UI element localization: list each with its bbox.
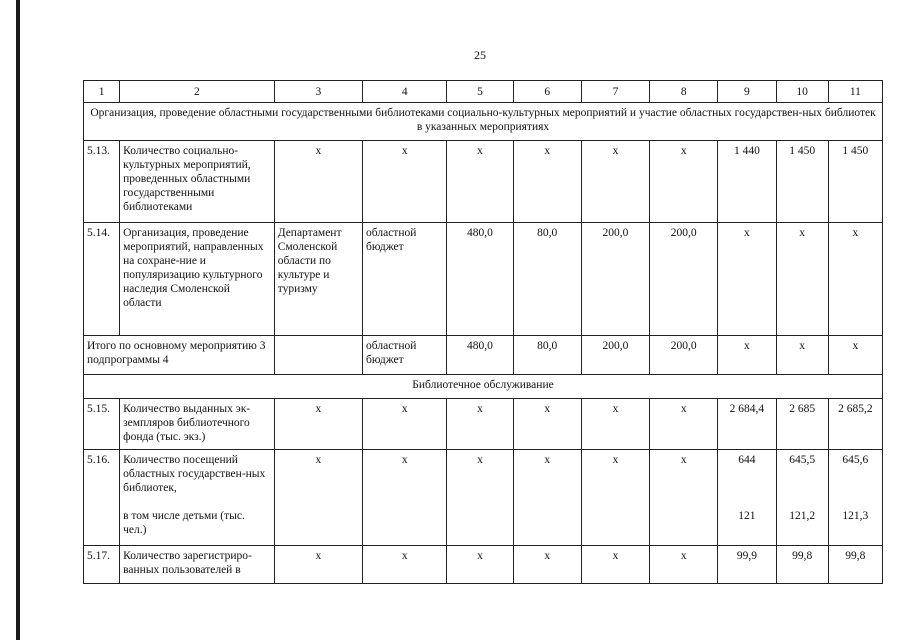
cell-col3: x [274, 141, 362, 223]
cell-col3: Департамент Смоленской области по культуре и туризму [274, 223, 362, 336]
cell-col8: x [650, 141, 718, 223]
row-number: 5.16. [84, 450, 120, 546]
header-cell: 4 [363, 81, 447, 103]
header-cell: 3 [274, 81, 362, 103]
header-cell: 1 [84, 81, 120, 103]
cell-col9: 99,9 [718, 546, 776, 584]
cell-col4: областной бюджет [363, 223, 447, 336]
cell-col11: 1 450 [828, 141, 882, 223]
table-row [84, 546, 883, 584]
cell-col5: 480,0 [447, 223, 513, 336]
value-total: 645,5 [789, 454, 816, 466]
section-row [84, 103, 883, 141]
table-row [84, 450, 883, 546]
cell-col9: 1 440 [718, 141, 776, 223]
header-cell: 9 [718, 81, 776, 103]
cell-col8: 200,0 [650, 223, 718, 336]
row-spacer [123, 495, 271, 509]
value-children: 121,3 [842, 510, 869, 522]
header-row [84, 81, 883, 103]
cell-col5: x [447, 450, 513, 546]
cell-col10: 99,8 [776, 546, 828, 584]
page-number: 25 [474, 48, 486, 62]
cell-col4: x [363, 450, 447, 546]
row-name: Количество посещений областных государствен-ных библиотек, [123, 454, 266, 494]
cell-col4: x [363, 141, 447, 223]
cell-col9: x [718, 336, 776, 375]
cell-col3 [274, 336, 362, 375]
cell-col6: x [513, 450, 581, 546]
cell-col3: x [274, 450, 362, 546]
cell-col10: x [776, 336, 828, 375]
cell-col10: 2 685 [776, 399, 828, 450]
value-total: 645,6 [842, 454, 869, 466]
row-number: 5.13. [84, 141, 120, 223]
cell-col6: x [513, 546, 581, 584]
cell-col5: x [447, 399, 513, 450]
cell-col7: 200,0 [581, 223, 649, 336]
cell-col7: x [581, 399, 649, 450]
cell-col5: x [447, 546, 513, 584]
cell-col6: x [513, 141, 581, 223]
cell-col4: x [363, 546, 447, 584]
cell-col8: 200,0 [650, 336, 718, 375]
row-number: 5.14. [84, 223, 120, 336]
cell-col11 [828, 450, 882, 546]
header-cell: 10 [776, 81, 828, 103]
cell-col8: x [650, 450, 718, 546]
total-row [84, 336, 883, 375]
cell-col10: x [776, 223, 828, 336]
cell-col6: x [513, 399, 581, 450]
cell-col6: 80,0 [513, 336, 581, 375]
cell-col4: x [363, 399, 447, 450]
row-name: Количество социально-культурных мероприятий, проведенных областными государственными библиотеками [120, 141, 275, 223]
row-number: 5.15. [84, 399, 120, 450]
cell-col10: 1 450 [776, 141, 828, 223]
cell-col8: x [650, 399, 718, 450]
cell-col8: x [650, 546, 718, 584]
cell-col11: 99,8 [828, 546, 882, 584]
cell-col4: областной бюджет [363, 336, 447, 375]
total-label: Итого по основному мероприятию 3 подпрограммы 4 [84, 336, 275, 375]
cell-col9 [718, 450, 776, 546]
cell-col5: x [447, 141, 513, 223]
cell-col5: 480,0 [447, 336, 513, 375]
header-cell: 6 [513, 81, 581, 103]
value-children: 121 [738, 510, 756, 522]
header-cell: 2 [120, 81, 275, 103]
header-cell: 7 [581, 81, 649, 103]
section-row [84, 375, 883, 399]
cell-col11: 2 685,2 [828, 399, 882, 450]
cell-col11: x [828, 223, 882, 336]
table-row [84, 223, 883, 336]
row-name: Организация, проведение мероприятий, направленных на сохране-ние и популяризацию культурного наследия Смоленской области [120, 223, 275, 336]
value-total: 644 [738, 454, 756, 466]
cell-col6: 80,0 [513, 223, 581, 336]
row-name-sub: в том числе детьми (тыс. чел.) [123, 510, 245, 536]
row-name-cell [120, 450, 275, 546]
scan-edge-bar [16, 0, 20, 640]
program-table [83, 80, 883, 584]
cell-col9: 2 684,4 [718, 399, 776, 450]
cell-col7: x [581, 546, 649, 584]
cell-col3: x [274, 546, 362, 584]
cell-col7: 200,0 [581, 336, 649, 375]
cell-col10 [776, 450, 828, 546]
cell-col11: x [828, 336, 882, 375]
row-name: Количество зарегистриро-ванных пользователей в [120, 546, 275, 584]
cell-col9: x [718, 223, 776, 336]
row-name: Количество выданных эк-земпляров библиотечного фонда (тыс. экз.) [120, 399, 275, 450]
header-cell: 5 [447, 81, 513, 103]
row-number: 5.17. [84, 546, 120, 584]
cell-col3: x [274, 399, 362, 450]
header-cell: 11 [828, 81, 882, 103]
cell-col7: x [581, 450, 649, 546]
section-title: Библиотечное обслуживание [84, 375, 883, 399]
section-title: Организация, проведение областными государственными библиотеками социально-культурных мероприятий и участие областных государствен-ных библиотек в указанных мероприятиях [84, 103, 883, 141]
value-children: 121,2 [789, 510, 816, 522]
cell-col7: x [581, 141, 649, 223]
header-cell: 8 [650, 81, 718, 103]
table-row [84, 141, 883, 223]
table-row [84, 399, 883, 450]
